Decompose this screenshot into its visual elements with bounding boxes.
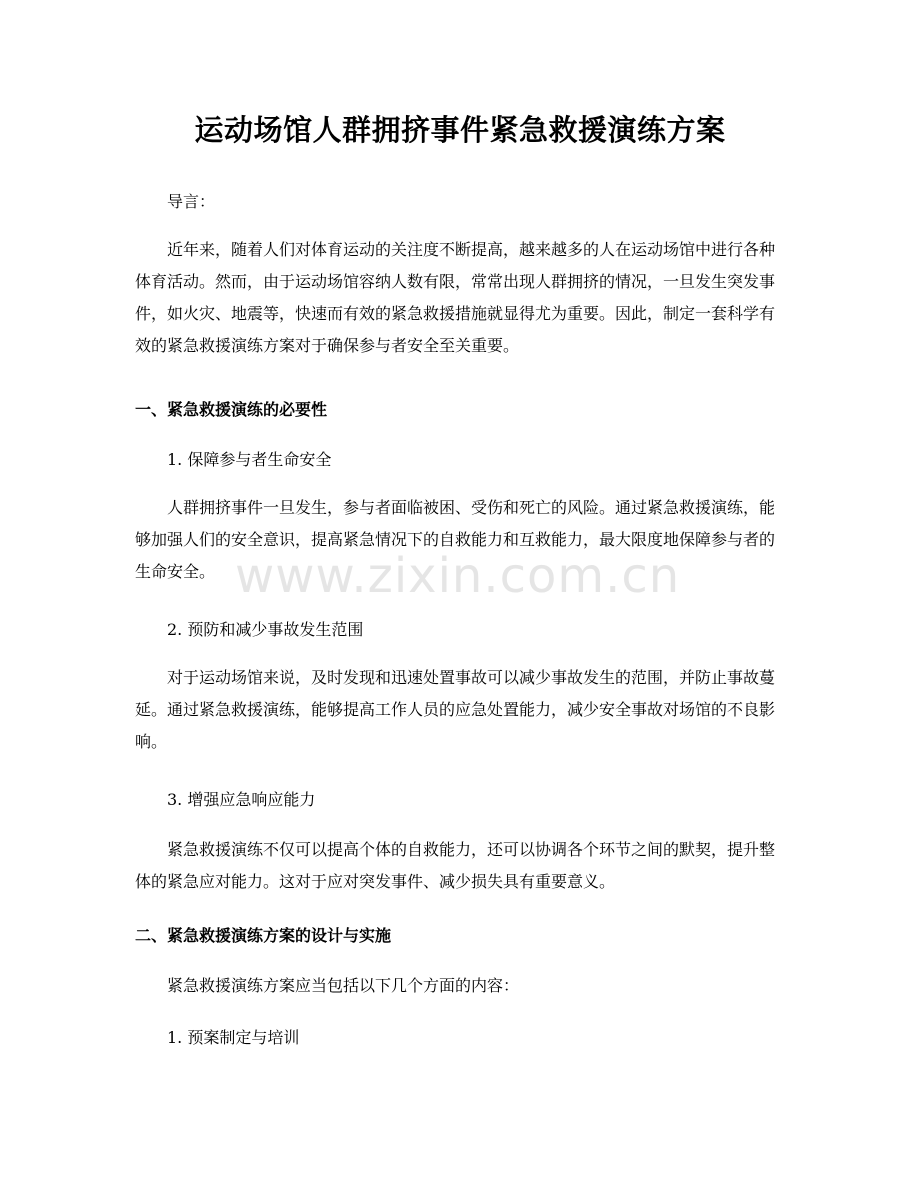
section-1-item-2-text: 对于运动场馆来说，及时发现和迅速处置事故可以减少事故发生的范围，并防止事故蔓延。通过紧急救援演练，能够提高工作人员的应急处置能力，减少安全事故对场馆的不良影响。 xyxy=(135,668,776,751)
watermark: www.zixin.com.cn xyxy=(235,548,681,604)
section-1-item-2-label: 2. 预防和减少事故发生范围 xyxy=(167,620,364,639)
section-1-heading: 一、紧急救援演练的必要性 xyxy=(135,400,328,419)
section-2-item-1-label: 1. 预案制定与培训 xyxy=(167,1028,300,1047)
intro-label: 导言： xyxy=(167,192,216,211)
section-1-item-1-label: 1. 保障参与者生命安全 xyxy=(167,450,332,469)
section-1-item-3-label: 3. 增强应急响应能力 xyxy=(167,790,316,809)
section-1-item-1-text: 人群拥挤事件一旦发生，参与者面临被困、受伤和死亡的风险。通过紧急救援演练，能够加强人们的安全意识，提高紧急情况下的自救能力和互救能力，最大限度地保障参与者的生命安全。 xyxy=(135,498,776,581)
section-1-item-3-text: 紧急救援演练不仅可以提高个体的自救能力，还可以协调各个环节之间的默契，提升整体的紧急应对能力。这对于应对突发事件、减少损失具有重要意义。 xyxy=(135,840,776,891)
section-2-intro: 紧急救援演练方案应当包括以下几个方面的内容： xyxy=(167,976,520,995)
section-2-heading: 二、紧急救援演练方案的设计与实施 xyxy=(135,926,392,945)
intro-paragraph: 近年来，随着人们对体育运动的关注度不断提高，越来越多的人在运动场馆中进行各种体育活动。然而，由于运动场馆容纳人数有限，常常出现人群拥挤的情况，一旦发生突发事件，如火灾、地震等，快速而有效的紧急救援措施就显得尤为重要。因此，制定一套科学有效的紧急救援演练方案对于确保参与者安全至关重要。 xyxy=(135,240,776,355)
document-title: 运动场馆人群拥挤事件紧急救援演练方案 xyxy=(194,113,726,147)
